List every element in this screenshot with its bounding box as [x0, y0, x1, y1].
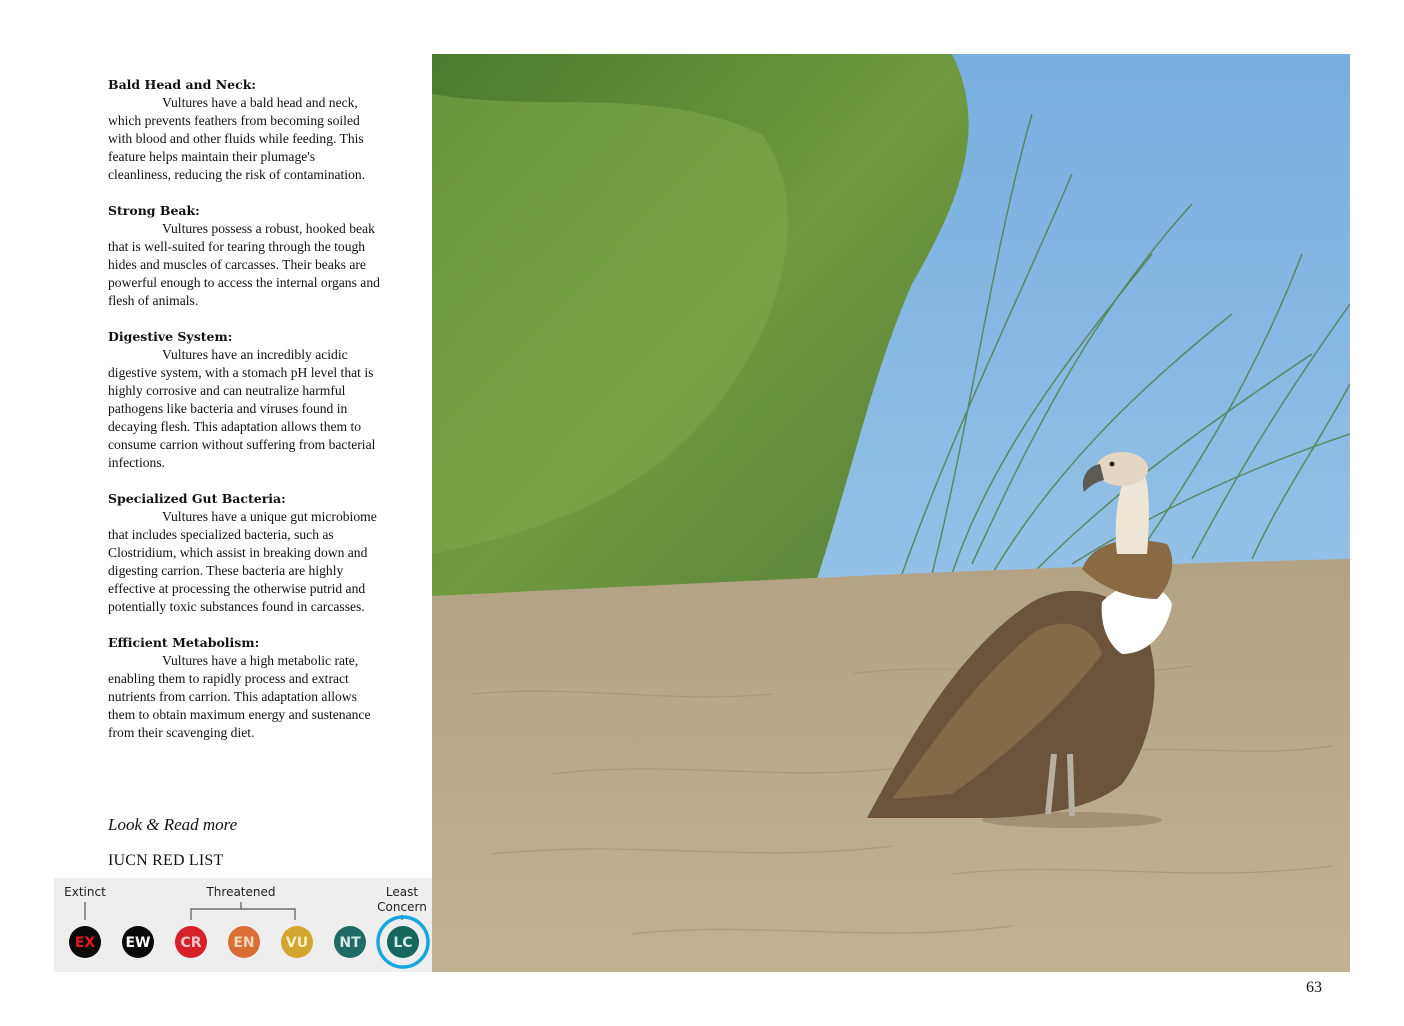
vulture-head: [1096, 452, 1148, 486]
iucn-scale-graphic: [54, 878, 432, 972]
least-label: Least: [385, 885, 419, 899]
section-body: Vultures have a unique gut microbiome that includes specialized bacteria, such as Clostridium, which assist in breaking down and digesting carrion. These bacteria are highly effective at processing the otherwise putrid and potentially toxic substances found in carcasses.: [108, 509, 377, 614]
iucn-badge-code: EN: [233, 935, 255, 951]
section-heading: Bald Head and Neck:: [108, 77, 257, 92]
look-read-more-link[interactable]: Look & Read more: [108, 815, 238, 834]
concern-label: Concern: [377, 900, 427, 914]
section-gut-bacteria: [108, 490, 380, 616]
section-metabolism: [108, 634, 380, 742]
vulture-eye: [1110, 462, 1115, 467]
iucn-badge-code: CR: [180, 935, 202, 951]
iucn-title: IUCN RED LIST: [108, 852, 224, 869]
threatened-label: Threatened: [206, 885, 276, 899]
iucn-badge-code: NT: [339, 935, 361, 951]
section-heading: Specialized Gut Bacteria:: [108, 491, 286, 506]
section-heading: Digestive System:: [108, 329, 233, 344]
iucn-badge-code: LC: [393, 935, 413, 951]
section-body: Vultures have a bald head and neck, which prevents feathers from becoming soiled with blood and other fluids while feeding. This feature helps maintain their plumage's cleanliness, reducing the risk of contamination.: [108, 95, 366, 182]
section-heading: Efficient Metabolism:: [108, 635, 260, 650]
section-body: Vultures possess a robust, hooked beak that is well-suited for tearing through the tough hides and muscles of carcasses. Their beaks are powerful enough to access the internal organs and flesh of animals.: [108, 221, 380, 308]
iucn-badge-code: VU: [285, 935, 309, 951]
iucn-badge-code: EW: [125, 935, 151, 951]
iucn-badge-code: EX: [74, 935, 96, 951]
iucn-status-scale: [54, 878, 432, 972]
iucn-badges: [69, 917, 428, 967]
extinct-label: Extinct: [64, 885, 106, 899]
page-number: 63: [1306, 979, 1322, 996]
vulture-photo: [432, 54, 1350, 972]
section-body: Vultures have an incredibly acidic digestive system, with a stomach pH level that is highly corrosive and can neutralize harmful pathogens like bacteria and viruses found in decaying flesh. This adaptation allows them to consume carrion without suffering from bacterial infections.: [108, 347, 376, 470]
section-bald-head: [108, 76, 380, 184]
text-column: [108, 76, 380, 760]
section-heading: Strong Beak:: [108, 203, 200, 218]
sand-dune: [432, 559, 1350, 972]
section-strong-beak: [108, 202, 380, 310]
threatened-bracket: [191, 902, 295, 920]
vulture-photo-illustration: [432, 54, 1350, 972]
section-body: Vultures have a high metabolic rate, enabling them to rapidly process and extract nutrients from carrion. This adaptation allows them to obtain maximum energy and sustenance from their scavenging diet.: [108, 653, 371, 740]
section-digestive-system: [108, 328, 380, 472]
